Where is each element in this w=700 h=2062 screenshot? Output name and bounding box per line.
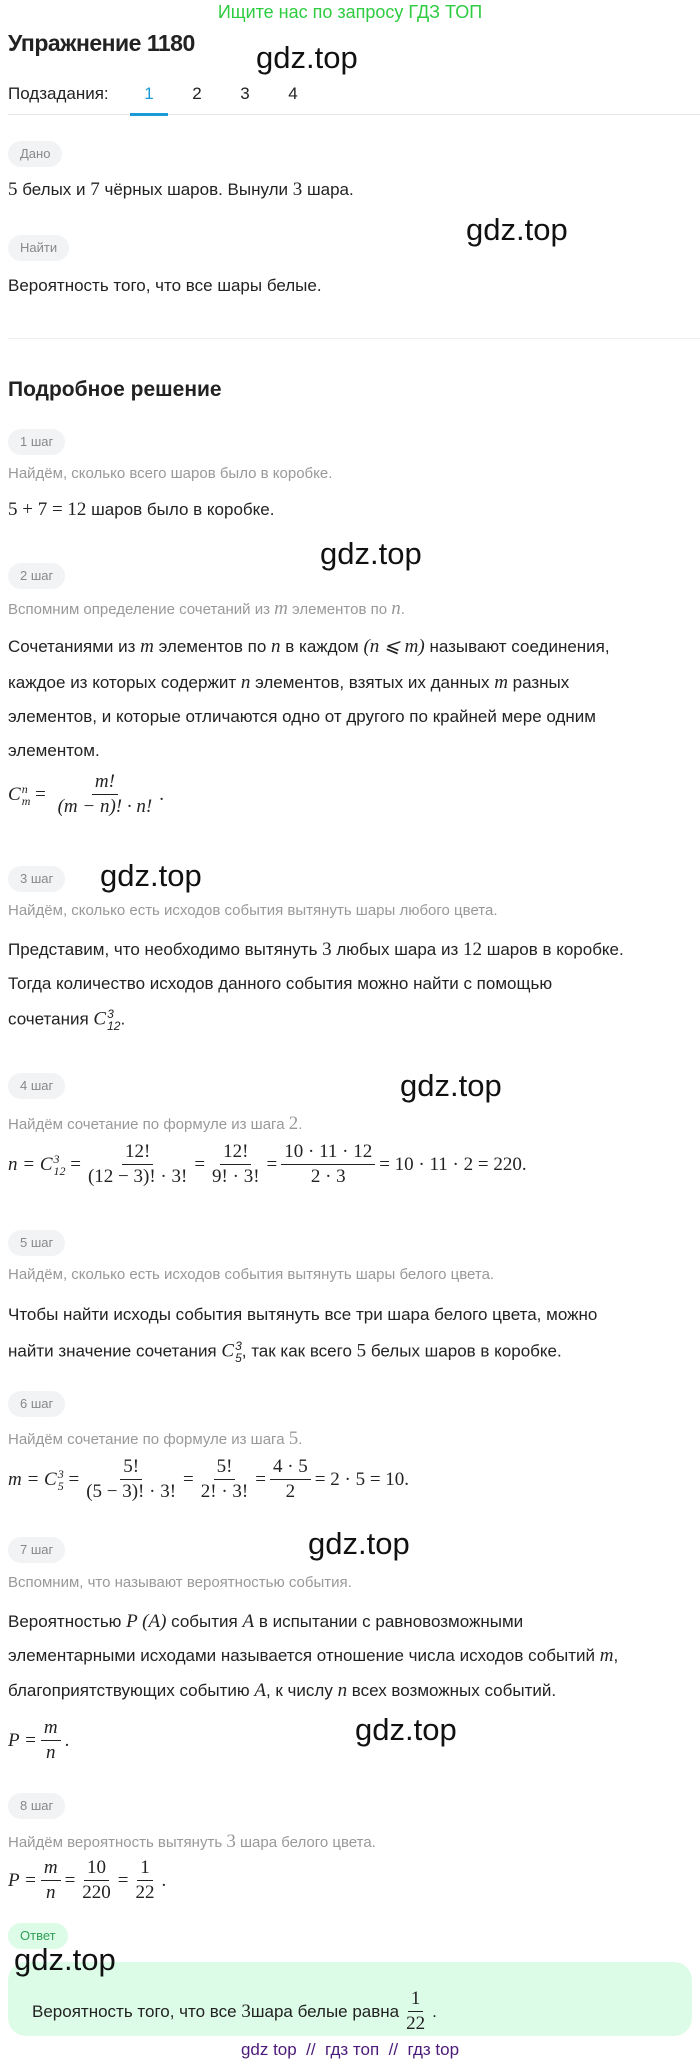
answer-badge: Ответ bbox=[8, 1923, 68, 1949]
page-title: Упражнение 1180 bbox=[8, 30, 195, 56]
step-text: элементов, и которые отличаются одно от другого по крайней мере одним bbox=[8, 707, 596, 726]
step-text: благоприятствующих событию A, к числу n всех возможных событий. bbox=[8, 1680, 557, 1701]
tabs-divider bbox=[8, 114, 700, 115]
step-badge: 3 шаг bbox=[8, 866, 65, 892]
step-desc: Найдём вероятность вытянуть 3 шара белого цвета. bbox=[8, 1831, 376, 1852]
step-badge: 6 шаг bbox=[8, 1391, 65, 1417]
step-desc: Найдём, сколько есть исходов события вытянуть шары белого цвета. bbox=[8, 1266, 495, 1283]
step-formula: P = $\frac{m}{n}$ = $\frac{10}{220}$ = $\frac{1}{22}$ . bbox=[8, 1857, 167, 1903]
answer-text: Вероятность того, что все 3 шара белые равна $\frac{1}{22}$ . bbox=[32, 1988, 437, 2034]
find-badge: Найти bbox=[8, 235, 69, 261]
watermark: gdz.top bbox=[14, 1942, 116, 1977]
subtask-tab-4[interactable]: 4 bbox=[288, 84, 298, 103]
watermark: gdz.top bbox=[355, 1712, 457, 1747]
step-text: каждое из которых содержит n элементов, взятых их данных m разных bbox=[8, 672, 570, 693]
step-badge: 5 шаг bbox=[8, 1230, 65, 1256]
section-divider bbox=[8, 338, 700, 339]
step-desc: Найдём, сколько всего шаров было в коробке. bbox=[8, 465, 333, 482]
step-text: Представим, что необходимо вытянуть 3 любых шара из 12 шаров в коробке. bbox=[8, 939, 624, 960]
probability-formula: P = $\frac{m}{n}$ . bbox=[8, 1717, 70, 1763]
step-text: Вероятностью P (A) события A в испытании с равновозможными bbox=[8, 1611, 524, 1632]
step-desc: Найдём, сколько есть исходов события вытянуть шары любого цвета. bbox=[8, 902, 498, 919]
solution-title: Подробное решение bbox=[8, 378, 222, 401]
given-text: 5 белых и 7 чёрных шаров. Вынули 3 шара. bbox=[8, 179, 354, 200]
step-badge: 2 шаг bbox=[8, 563, 65, 589]
subtasks-label: Подзадания: bbox=[8, 84, 109, 103]
watermark: gdz.top bbox=[320, 536, 422, 571]
watermark: gdz.top bbox=[400, 1068, 502, 1103]
step-text: Тогда количество исходов данного события можно найти с помощью bbox=[8, 974, 553, 993]
step-desc: Вспомним, что называют вероятностью события. bbox=[8, 1574, 352, 1591]
step-text: сочетания C 3 12 . bbox=[8, 1007, 126, 1033]
step-text: найти значение сочетания C 3 5 , так как всего 5 белых шаров в коробке. bbox=[8, 1339, 562, 1365]
active-tab-indicator bbox=[130, 113, 168, 116]
step-formula: m = C 3 5 = $\frac{5!}{(5 - 3)! \cdot 3!}$ = $\frac{5!}{2! \cdot 3!}$ = $\frac{4 \cdot 5}{2}$ = 2 · 5 = 10. bbox=[8, 1456, 410, 1502]
step-text: элементарными исходами называется отношение числа исходов событий m, bbox=[8, 1645, 619, 1666]
watermark: gdz.top bbox=[100, 858, 202, 893]
step-text: 5 + 7 = 12 шаров было в коробке. bbox=[8, 499, 275, 520]
subtask-tab-2[interactable]: 2 bbox=[192, 84, 202, 103]
given-badge: Дано bbox=[8, 141, 62, 167]
watermark: gdz.top bbox=[256, 40, 358, 75]
step-badge: 7 шаг bbox=[8, 1537, 65, 1563]
step-desc: Найдём сочетание по формуле из шага 5. bbox=[8, 1428, 303, 1449]
step-formula: n = C 3 12 = $\frac{12!}{(12 - 3)! \cdot 3!}$ = $\frac{12!}{9! \cdot 3!}$ = $\frac{10 \cdot 11 \cdot 12}{2 \cdot 3}$ = 10 · 11 · 2 = 220. bbox=[8, 1141, 527, 1187]
promo-banner: Ищите нас по запросу ГДЗ ТОП bbox=[217, 2, 483, 22]
watermark: gdz.top bbox=[308, 1526, 410, 1561]
step-text: Сочетаниями из m элементов по n в каждом (n ⩽ m) называют соединения, bbox=[8, 636, 610, 657]
step-badge: 8 шаг bbox=[8, 1793, 65, 1819]
step-desc: Найдём сочетание по формуле из шага 2. bbox=[8, 1113, 303, 1134]
footer-links: gdz top // гдз топ // гдз top bbox=[240, 2040, 460, 2059]
step-text: Чтобы найти исходы события вытянуть все три шара белого цвета, можно bbox=[8, 1305, 598, 1324]
step-desc: Вспомним определение сочетаний из m элементов по n. bbox=[8, 598, 405, 619]
step-badge: 1 шаг bbox=[8, 429, 65, 455]
step-badge: 4 шаг bbox=[8, 1073, 65, 1099]
combination-formula: C n m = $\frac{m!}{(m - n)! \cdot n!}$ . bbox=[8, 771, 164, 817]
subtask-tab-3[interactable]: 3 bbox=[240, 84, 250, 103]
watermark: gdz.top bbox=[466, 212, 568, 247]
step-text: элементом. bbox=[8, 741, 100, 760]
subtask-tab-1[interactable]: 1 bbox=[144, 84, 154, 103]
find-text: Вероятность того, что все шары белые. bbox=[8, 276, 322, 295]
